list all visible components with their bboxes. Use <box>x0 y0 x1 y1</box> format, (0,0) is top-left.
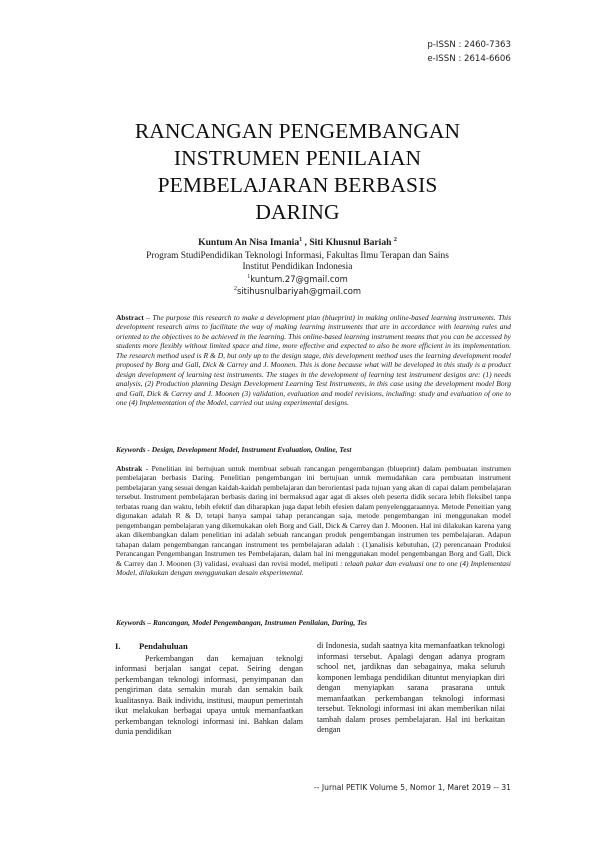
author-1-sup: 1 <box>299 236 303 243</box>
page-footer: -- Jurnal PETIK Volume 5, Nomor 1, Maret 2019 -- 31 <box>314 783 511 792</box>
abstract-id-italic-tail: : telaah pakar dan evaluasi one to one (4) Implementasi Model, dilakukan dengan menggunakan desain eksperimental. <box>116 558 511 577</box>
email-1: kuntum.27@gmail.com <box>250 273 348 284</box>
abstract-indonesian <box>116 464 511 577</box>
email-1-sup: 1 <box>247 273 251 280</box>
abstract-en-text: – The purpose this research to make a development plan (blueprint) in making online-based learning instruments. This development research aims to facilitate the way of making learning instruments that are in accordance with learning rules and oriented to the objectives to be achieved in the learning. This online-based learning instrument means that you can be accessed by students more flexibly without limited space and time, more effective and expected to also be more efficient in its implementation. The research method used is R & D, but only up to the design stage, this development method uses the learning development model proposed by Borg and Gall, Dick & Carrey and J. Moonen. This is done because what will be developed in this study is a product design development of learning test instruments. The stages in the development of learning test instrument designs are: (1) needs analysis, (2) Production planning Design Development Learning Test Instruments, in this case using the development model Borg and Gall, Dick & Carrey and J. Moonen (3) validation, evaluation and model revisions, including: study and evaluation of one to one (4) Implementation of the Model, carried out using experimental designs. <box>116 313 511 408</box>
keywords-english: Keywords - Design, Development Model, Instrument Evaluation, Online, Test <box>116 445 352 454</box>
title-line: PEMBELAJARAN BERBASIS <box>157 173 438 197</box>
abstract-id-label: Abstrak <box>116 464 143 473</box>
title-line: DARING <box>255 200 340 224</box>
author-block <box>100 237 495 299</box>
abstract-english <box>116 313 511 408</box>
affiliation-institute: Institut Pendidikan Indonesia <box>242 262 353 272</box>
author-2: Siti Khusnul Bariah <box>309 237 392 248</box>
abstract-id-text: - Penelitian ini bertujuan untuk membuat sebuah rancangan pengembangan (blueprint) dalam pembuatan instrumen pembelajaran berbasis Daring. Penelitian pengembangan ini bertujuan untuk memudahkan cara pembuatan instrument pembelajaran yang sesuai dengan kaidah-kaidah pembelajaran dan berorientasi pada tujuan yang akan di capai dalam pembelajaran tersebut. Instrument pembelajaran berbasis daring ini bermaksud agar agat di akses oleh peserta didik secara lebih fleksibel tanpa terbatas ruang dan waktu, lebih efektif dan diharapkan juga dapat lebih efesien dalam penyelenggaraannya. Metode Peneitian yang digunakan adalah R & D, tetapi hanya sampai tahap perancangan saja, metode pengembangan ini menggunakan model pengembangan pembelajaran yang dikemukakan oleh Borg and Gall, Dick & Carrey dan J. Moonen. Hal ini dilakukan karena yang akan dikembangkan dalam penelitian ini adalah sebuah rancangan produk pengembangan instrumen tes pembelajaran. Adapun tahapan dalam pengembangan rancangan instrument tes pembelajaran adalah : (1)analisis kebutuhan, (2) perencanaan Produksi Perancangan Pengembangan Instrumen tes Pembelajaran, dalam hal ini menggunakan model pengembangan Borg and Gall, Dick & Carrey dan J. Moonen (3) validasi, evaluasi dan revisi model, meliputi <box>116 464 511 568</box>
email-2: sitihusnulbariyah@gmail.com <box>236 286 362 296</box>
keywords-indonesian: Keywords – Rancangan, Model Pengembangan, Instrumen Penilaian, Daring, Tes <box>116 618 368 627</box>
issn-block <box>427 38 511 66</box>
p-issn: p-ISSN : 2460-7363 <box>427 40 511 50</box>
author-names <box>100 237 495 249</box>
section-title: Pendahuluan <box>139 641 188 651</box>
paper-title <box>100 118 495 226</box>
intro-paragraph-left: Perkembangan dan kemajuan teknolgi informasi berjalan sangat cepat. Seiring dengan perkembangan teknologi informasi, penyimpanan dan pengiriman data semakin murah dan semakin baik kualitasnya. Baik individu, institusi, maupun pemerintah ikut melakukan berbagai upaya untuk memanfaatkan perkembangan teknologi informasi ini. Bahkan dalam dunia pendidikan <box>115 653 303 737</box>
author-2-sup: 2 <box>393 236 397 243</box>
email-1-row <box>100 274 495 287</box>
title-line: INSTRUMEN PENILAIAN <box>173 146 422 170</box>
title-line: RANCANGAN PENGEMBANGAN <box>134 119 461 143</box>
intro-paragraph-right: di Indonesia, sudah saatnya kita memanfaatkan teknologi informasi tersebut. Apalagi dengan adanya program school net, jardiknas dan sebagainya, maka seluruh komponen lembaga pendidikan dituntut menyiapkan diri dengan menyiapkan sarana prasarana untuk memanfaatkan perkembangan teknologi informasi tersebut. Teknologi informasi ini akan memberikan nilai tambah dalam proses pembelajaran. Hal ini berkaitan dengan <box>317 641 505 735</box>
abstract-en-label: Abstract <box>116 313 144 322</box>
affiliation-program: Program StudiPendidikan Teknologi Informasi, Fakultas Ilmu Terapan dan Sains <box>146 250 449 261</box>
body-column-right <box>317 641 505 736</box>
author-1: Kuntum An Nisa Imania <box>198 237 300 248</box>
section-heading <box>115 641 303 652</box>
body-column-left <box>115 641 303 738</box>
email-2-row <box>100 286 495 299</box>
author-separator: , <box>302 237 310 248</box>
e-issn: e-ISSN : 2614-6606 <box>427 54 511 64</box>
email-2-sup: 2 <box>233 285 237 292</box>
section-number: I. <box>115 641 121 651</box>
